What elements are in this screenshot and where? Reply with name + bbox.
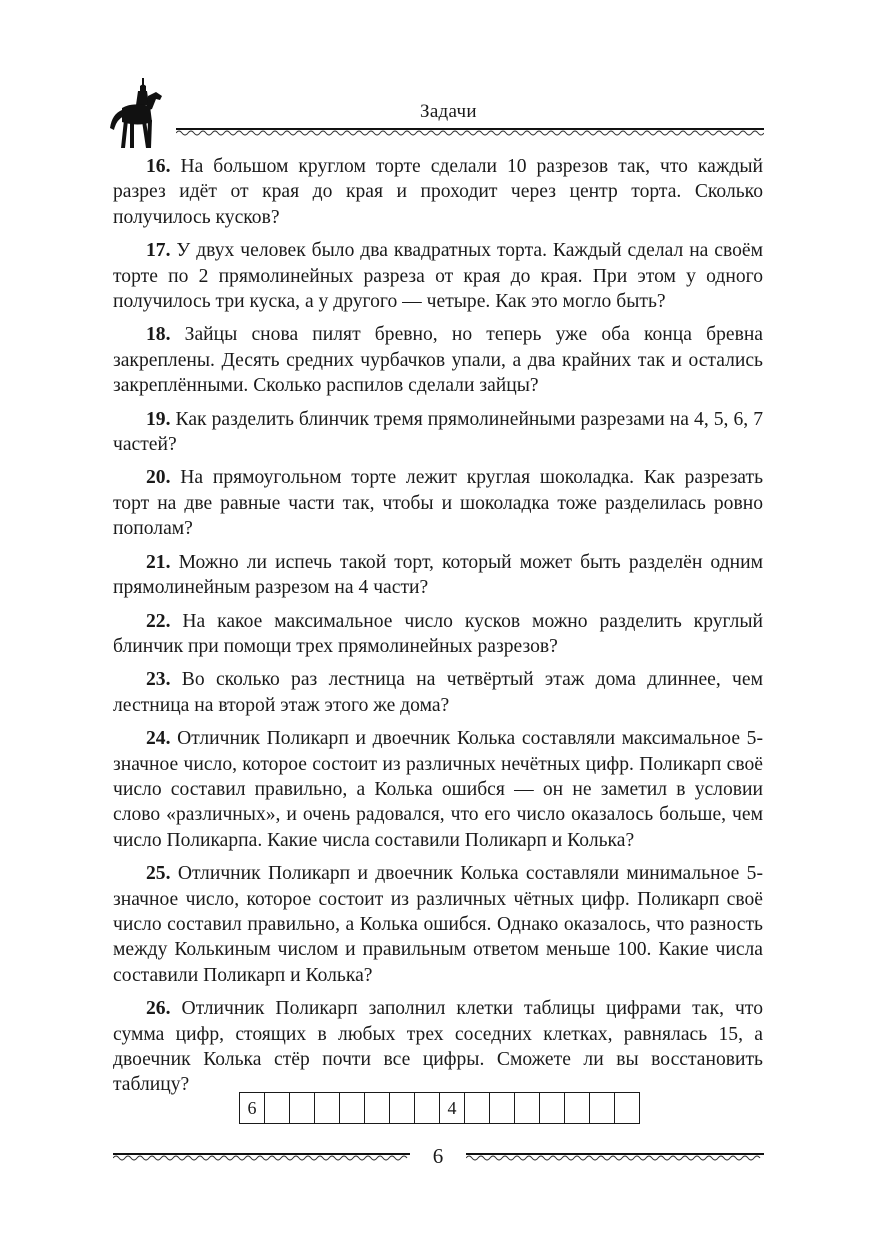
problem-number: 24. xyxy=(146,728,171,750)
table-cell: 4 xyxy=(440,1093,465,1124)
table-cell xyxy=(315,1093,340,1124)
problem-number: 25. xyxy=(146,863,171,885)
problem-26 xyxy=(113,996,763,1098)
table-cell xyxy=(415,1093,440,1124)
problem-number: 17. xyxy=(146,240,171,262)
problem-25 xyxy=(113,861,763,988)
table-cell xyxy=(465,1093,490,1124)
footer-wavy-rule-right xyxy=(466,1152,764,1162)
problem-number: 18. xyxy=(146,324,171,346)
table-cell xyxy=(365,1093,390,1124)
problem-text: Отличник Поликарп и двоечник Колька составляли минимальное 5-значное число, которое состоит из различных чётных цифр. Поликарп своё число составил правильно, а Колька ошибся. Однако оказалось, что разность между Колькиным числом и правильным ответом меньше 100. Какие числа составили Поликарп и Колька? xyxy=(113,863,763,986)
problem-list xyxy=(113,154,763,1106)
table-cell xyxy=(515,1093,540,1124)
running-header-title: Задачи xyxy=(420,101,477,122)
table-cell xyxy=(490,1093,515,1124)
problem-text: На какое максимальное число кусков можно разделить круглый блинчик при помощи трех прямолинейных разрезов? xyxy=(113,610,763,657)
problem-number: 19. xyxy=(146,408,171,430)
table-cell: 6 xyxy=(240,1093,265,1124)
problem-number: 26. xyxy=(146,998,171,1020)
problem-17 xyxy=(113,238,763,314)
problem-text: На прямоугольном торте лежит круглая шоколадка. Как разрезать торт на две равные части так, чтобы и шоколадка тоже разделилась ровно пополам? xyxy=(113,467,763,540)
problem-text: Отличник Поликарп и двоечник Колька составляли максимальное 5-значное число, которое состоит из различных нечётных цифр. Поликарп своё число составил правильно, а Колька ошибся — он не заметил в условии слово «различных», и очень радовался, что его число оказалось больше, чем число Поликарпа. Какие числа составили Поликарп и Колька? xyxy=(113,728,763,851)
problem-text: На большом круглом торте сделали 10 разрезов так, что каждый разрез идёт от края до края и проходит через центр торта. Сколько получилось кусков? xyxy=(113,156,763,228)
table-cell xyxy=(540,1093,565,1124)
problem-text: Отличник Поликарп заполнил клетки таблицы цифрами так, что сумма цифр, стоящих в любых трех соседних клетках, равнялась 15, а двоечник Колька стёр почти все цифры. Сможете ли вы восстановить таблицу? xyxy=(113,998,763,1096)
problem-text: Зайцы снова пилят бревно, но теперь уже оба конца бревна закреплены. Десять средних чурбачков упали, а два крайних так и остались закреплёнными. Сколько распилов сделали зайцы? xyxy=(113,324,763,397)
problem-text: Как разделить блинчик тремя прямолинейными разрезами на 4, 5, 6, 7 частей? xyxy=(113,408,763,456)
digit-table xyxy=(239,1092,640,1124)
problem-number: 20. xyxy=(146,467,171,489)
problem-16 xyxy=(113,154,763,230)
problem-text: У двух человек было два квадратных торта. Каждый сделал на своём торте по 2 прямолинейных разреза от края до края. При этом у одного получилось три куска, а у другого — четыре. Как это могло быть? xyxy=(113,240,763,313)
problem-19 xyxy=(113,407,763,458)
problem-text: Во сколько раз лестница на четвёртый этаж дома длиннее, чем лестница на второй этаж этого же дома? xyxy=(113,669,763,716)
problem-number: 23. xyxy=(146,669,171,691)
horse-rider-icon xyxy=(108,78,166,150)
problem-24 xyxy=(113,726,763,853)
problem-23 xyxy=(113,667,763,718)
table-cell xyxy=(615,1093,640,1124)
table-cell xyxy=(265,1093,290,1124)
problem-21 xyxy=(113,550,763,601)
problem-number: 21. xyxy=(146,551,171,573)
page-number: 6 xyxy=(432,1144,444,1168)
table-cell xyxy=(565,1093,590,1124)
problem-text: Можно ли испечь такой торт, который может быть разделён одним прямолинейным разрезом на 4 части? xyxy=(113,551,763,599)
table-cell xyxy=(340,1093,365,1124)
problem-number: 22. xyxy=(146,610,171,632)
table-cell xyxy=(590,1093,615,1124)
problem-22 xyxy=(113,609,763,660)
header-wavy-rule xyxy=(176,127,764,137)
table-cell xyxy=(290,1093,315,1124)
problem-20 xyxy=(113,465,763,541)
table-cell xyxy=(390,1093,415,1124)
footer-wavy-rule-left xyxy=(113,1152,410,1162)
problem-18 xyxy=(113,322,763,398)
problem-number: 16. xyxy=(146,156,171,177)
